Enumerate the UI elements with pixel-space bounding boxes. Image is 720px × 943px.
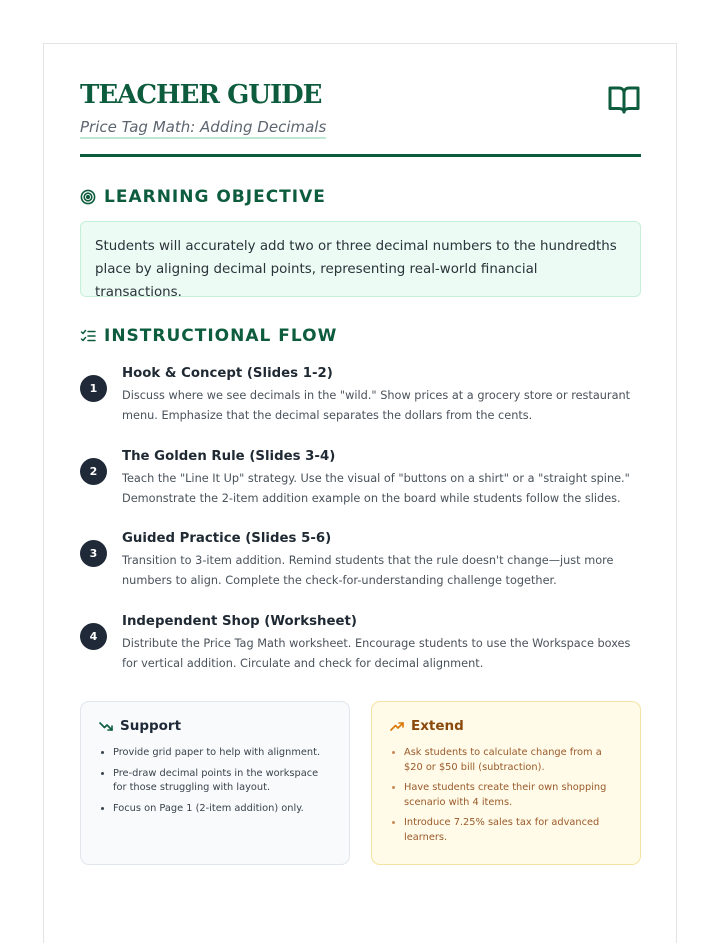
step-description: Distribute the Price Tag Math worksheet. Encourage students to use the Workspace boxes for vertical addition. Circulate and check for decimal alignment. [122,637,631,670]
list-item: • Ask students to calculate change from a $20 or $50 bill (subtraction). [404,746,622,775]
step-number-badge: 3 [80,540,107,567]
support-card [80,701,350,865]
step-number-badge: 2 [80,458,107,485]
list-item: • Introduce 7.25% sales tax for advanced learners. [404,816,622,845]
page-title: TEACHER GUIDE [80,80,322,110]
support-list [99,746,331,816]
extend-list [390,746,622,845]
learning-objective-heading [80,187,326,207]
header-divider [80,154,641,157]
list-item: • Pre-draw decimal points in the workspace for those struggling with layout. [113,767,331,796]
step-description: Transition to 3-item addition. Remind students that the rule doesn't change—just more numbers to align. Complete the check-for-understanding challenge together. [122,554,614,587]
open-book-icon [607,82,641,116]
extend-heading [390,718,622,734]
trend-up-icon [390,719,404,733]
step-description: Discuss where we see decimals in the "wild." Show prices at a grocery store or restaurant menu. Emphasize that the decimal separates the dollars from the cents. [122,389,631,422]
page-subtitle: Price Tag Math: Adding Decimals [80,118,326,139]
instructional-flow-heading [80,326,337,346]
target-icon [80,189,96,205]
step-title: Independent Shop (Worksheet) [122,614,357,629]
trend-down-icon [99,719,113,733]
step-title: Hook & Concept (Slides 1-2) [122,366,333,381]
objective-box: Students will accurately add two or three decimal numbers to the hundredths place by aligning decimal points, representing real-world financial transactions. [80,221,641,297]
step-title: Guided Practice (Slides 5-6) [122,531,332,546]
checklist-icon [80,328,96,344]
extend-title: Extend [411,718,464,734]
step-number-badge: 1 [80,375,107,402]
extend-card [371,701,641,865]
instructional-flow-label: INSTRUCTIONAL FLOW [104,326,338,346]
guide-page [43,43,677,943]
list-item: • Focus on Page 1 (2-item addition) only. [113,802,331,817]
step-title: The Golden Rule (Slides 3-4) [122,449,336,464]
learning-objective-label: LEARNING OBJECTIVE [104,187,326,207]
list-item: • Provide grid paper to help with alignment. [113,746,331,761]
step-number-badge: 4 [80,623,107,650]
list-item: • Have students create their own shopping scenario with 4 items. [404,781,622,810]
step-description: Teach the "Line It Up" strategy. Use the visual of "buttons on a shirt" or a "straight spine." Demonstrate the 2-item addition example on the board while students follow the slides. [122,472,630,505]
support-title: Support [120,718,182,734]
support-heading [99,718,331,734]
